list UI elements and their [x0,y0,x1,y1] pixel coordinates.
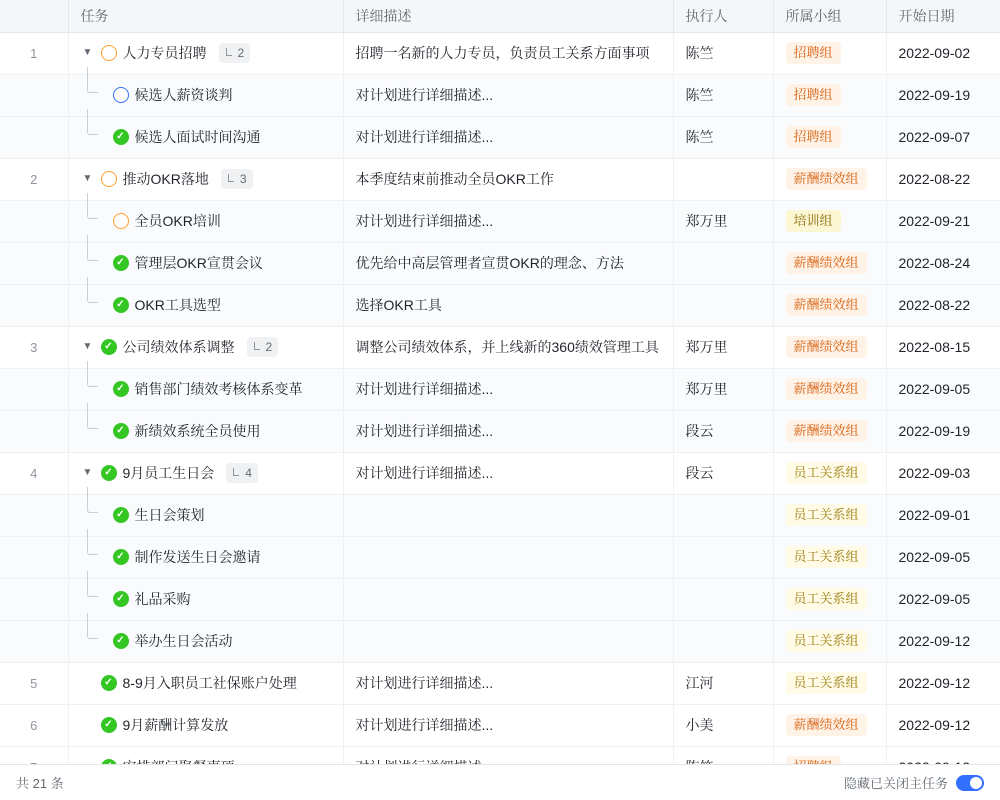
task-description[interactable]: 招聘一名新的人力专员，负责员工关系方面事项 [343,32,673,74]
task-cell[interactable] [68,704,343,746]
task-description[interactable]: 对计划进行详细描述... [343,116,673,158]
tree-elbow-line [87,277,98,303]
column-header-date[interactable]: 开始日期 [886,0,1000,32]
tree-elbow-line [87,193,98,219]
task-cell-content [81,453,331,494]
task-start-date[interactable]: 2022-09-02 [886,32,1000,74]
task-title: 候选人薪资谈判 [134,87,233,103]
task-cell-content [81,201,331,242]
task-title: 管理层OKR宣贯会议 [134,255,263,271]
task-description[interactable]: 选择OKR工具 [343,284,673,326]
task-cell-content [81,369,331,410]
subtask-count-badge[interactable] [221,169,253,189]
task-status-todo-icon[interactable] [113,87,129,103]
task-description[interactable] [343,536,673,578]
task-title: 销售部门绩效考核体系变革 [134,381,303,397]
table-footer [0,764,1000,800]
task-status-done-icon[interactable] [113,381,129,397]
table-header-row [0,0,1000,32]
group-tag: 员工关系组 [786,504,867,526]
task-description[interactable] [343,620,673,662]
column-header-task[interactable]: 任务 [68,0,343,32]
task-status-done-icon[interactable] [101,717,117,733]
table-header [0,0,1000,32]
task-description[interactable]: 对计划进行详细描述... [343,368,673,410]
task-owner[interactable]: 陈竺 [673,32,773,74]
subtask-branch-icon [225,48,235,58]
task-start-date[interactable]: 2022-09-03 [886,452,1000,494]
row-index [0,116,68,158]
task-description[interactable] [343,578,673,620]
group-tag: 员工关系组 [786,672,867,694]
task-start-date[interactable]: 2022-09-12 [886,662,1000,704]
row-index [0,578,68,620]
task-group-cell[interactable] [773,326,886,368]
tree-elbow-line [87,67,98,93]
group-tag: 薪酬绩效组 [786,168,867,190]
task-cell-content [81,327,331,368]
group-tag: 薪酬绩效组 [786,252,867,274]
expand-collapse-caret-icon[interactable]: ▼ [82,47,93,58]
task-owner[interactable]: 郑万里 [673,326,773,368]
task-owner[interactable]: 段云 [673,410,773,452]
task-cell[interactable] [68,368,343,410]
task-description[interactable]: 优先给中高层管理者宣贯OKR的理念、方法 [343,242,673,284]
row-index: 6 [0,704,68,746]
task-description[interactable]: 对计划进行详细描述... [343,200,673,242]
row-index [0,536,68,578]
task-start-date[interactable]: 2022-09-19 [886,410,1000,452]
group-tag: 薪酬绩效组 [786,336,867,358]
group-tag: 薪酬绩效组 [786,420,867,442]
task-start-date[interactable]: 2022-08-15 [886,326,1000,368]
task-cell[interactable] [68,662,343,704]
group-tag: 员工关系组 [786,630,867,652]
subtask-count-value: 4 [245,466,252,480]
subtask-branch-icon [253,342,263,352]
group-tag: 员工关系组 [786,546,867,568]
table-row[interactable] [0,284,1000,326]
task-owner[interactable] [673,242,773,284]
task-cell[interactable] [68,116,343,158]
table-body [0,32,1000,788]
task-title: 制作发送生日会邀请 [134,549,261,565]
task-cell-content [81,75,331,116]
task-title: 全员OKR培训 [134,213,221,229]
task-owner[interactable] [673,284,773,326]
task-cell-content [81,285,331,326]
column-header-index[interactable] [0,0,68,32]
task-cell-content [81,243,331,284]
task-description[interactable]: 对计划进行详细描述... [343,704,673,746]
group-tag: 薪酬绩效组 [786,378,867,400]
task-start-date[interactable]: 2022-09-05 [886,536,1000,578]
tree-elbow-line [87,403,98,429]
column-header-owner[interactable]: 执行人 [673,0,773,32]
table-row[interactable] [0,116,1000,158]
task-group-cell[interactable] [773,536,886,578]
task-group-cell[interactable] [773,452,886,494]
task-cell-content [81,159,331,200]
group-tag: 培训组 [786,210,841,232]
task-cell[interactable] [68,32,343,74]
subtask-count-badge[interactable] [219,43,251,63]
task-group-cell[interactable] [773,704,886,746]
task-group-cell[interactable] [773,494,886,536]
row-index: 1 [0,32,68,74]
task-status-progress-icon[interactable] [113,213,129,229]
task-group-cell[interactable] [773,200,886,242]
task-cell[interactable] [68,326,343,368]
task-group-cell[interactable] [773,158,886,200]
row-index [0,410,68,452]
task-owner[interactable] [673,158,773,200]
task-cell-content [81,537,331,578]
task-status-done-icon[interactable] [113,633,129,649]
task-status-progress-icon[interactable] [101,171,117,187]
expand-collapse-caret-icon[interactable]: ▼ [82,173,93,184]
table-row[interactable] [0,32,1000,74]
task-description[interactable]: 对计划进行详细描述... [343,410,673,452]
tree-elbow-line [87,487,98,513]
table-row[interactable] [0,536,1000,578]
subtask-branch-icon [227,174,237,184]
task-status-done-icon[interactable] [113,129,129,145]
task-cell[interactable] [68,200,343,242]
group-tag: 薪酬绩效组 [786,714,867,736]
task-owner[interactable]: 小美 [673,704,773,746]
task-owner[interactable]: 陈竺 [673,74,773,116]
task-start-date[interactable]: 2022-09-07 [886,116,1000,158]
task-title: 9月薪酬计算发放 [122,717,229,733]
task-cell-content [81,411,331,452]
task-title: 推动OKR落地 [122,171,209,187]
task-start-date[interactable]: 2022-09-05 [886,368,1000,410]
table-row[interactable] [0,620,1000,662]
task-group-cell[interactable] [773,620,886,662]
task-group-cell[interactable] [773,410,886,452]
task-owner[interactable] [673,494,773,536]
task-cell[interactable] [68,452,343,494]
row-index [0,200,68,242]
task-title: 生日会策划 [134,507,205,523]
row-index [0,494,68,536]
table-row[interactable] [0,494,1000,536]
task-group-cell[interactable] [773,74,886,116]
row-index [0,620,68,662]
task-cell[interactable] [68,158,343,200]
subtask-count-value: 2 [265,340,273,354]
task-status-done-icon[interactable] [113,591,129,607]
group-tag: 员工关系组 [786,588,867,610]
row-index [0,368,68,410]
task-cell[interactable] [68,284,343,326]
subtask-count-badge[interactable] [247,337,279,357]
task-title: 公司绩效体系调整 [122,339,235,355]
footer-right-controls [844,773,984,792]
column-header-desc[interactable]: 详细描述 [343,0,673,32]
table-row[interactable] [0,326,1000,368]
task-title: 8-9月入职员工社保账户处理 [122,675,297,691]
task-group-cell[interactable] [773,116,886,158]
tree-elbow-line [87,571,98,597]
task-cell-content [81,579,331,620]
task-description[interactable] [343,494,673,536]
task-owner[interactable]: 段云 [673,452,773,494]
tree-elbow-line [87,109,98,135]
task-status-done-icon[interactable] [113,507,129,523]
subtask-count-value: 3 [239,172,247,186]
expand-collapse-caret-icon[interactable]: ▼ [82,341,93,352]
row-index: 3 [0,326,68,368]
row-count-label: 共 21 条 [16,776,64,791]
task-owner[interactable] [673,620,773,662]
task-start-date[interactable]: 2022-08-22 [886,284,1000,326]
tree-indent-connector [81,621,107,662]
task-cell[interactable] [68,578,343,620]
tree-indent-connector [81,411,107,452]
task-start-date[interactable]: 2022-09-21 [886,200,1000,242]
task-title: 人力专员招聘 [122,45,207,61]
table-row[interactable] [0,242,1000,284]
task-cell-content [81,663,331,704]
row-index: 2 [0,158,68,200]
task-status-done-icon[interactable] [113,297,129,313]
table-row[interactable] [0,578,1000,620]
subtask-branch-icon [232,468,242,478]
hide-closed-tasks-toggle[interactable] [956,775,984,791]
table-row[interactable] [0,662,1000,704]
row-index: 5 [0,662,68,704]
task-title: 新绩效系统全员使用 [134,423,261,439]
task-status-done-icon[interactable] [113,255,129,271]
task-description[interactable]: 调整公司绩效体系，并上线新的360绩效管理工具 [343,326,673,368]
task-group-cell[interactable] [773,578,886,620]
task-cell[interactable] [68,74,343,116]
group-tag: 招聘组 [786,84,841,106]
task-title: 举办生日会活动 [134,633,233,649]
table-row[interactable] [0,158,1000,200]
tree-indent-connector [81,117,107,158]
subtask-count-value: 2 [237,46,245,60]
task-owner[interactable] [673,578,773,620]
hide-closed-tasks-label: 隐藏已关闭主任务 [843,776,948,791]
table-row[interactable] [0,200,1000,242]
task-group-cell[interactable] [773,242,886,284]
task-cell[interactable] [68,242,343,284]
group-tag: 招聘组 [786,126,841,148]
task-owner[interactable]: 郑万里 [673,200,773,242]
task-cell-content [81,495,331,536]
task-title: 9月员工生日会 [122,465,215,481]
tree-elbow-line [87,529,98,555]
task-status-done-icon[interactable] [113,549,129,565]
task-status-done-icon[interactable] [101,339,117,355]
table-row[interactable] [0,410,1000,452]
task-start-date[interactable]: 2022-08-22 [886,158,1000,200]
table-row[interactable] [0,704,1000,746]
task-group-cell[interactable] [773,662,886,704]
task-cell-content [81,621,331,662]
task-description[interactable]: 对计划进行详细描述... [343,452,673,494]
task-cell[interactable] [68,494,343,536]
task-start-date[interactable]: 2022-09-01 [886,494,1000,536]
row-index [0,74,68,116]
task-cell-content [81,33,331,74]
tree-indent-connector [81,285,107,326]
task-owner[interactable]: 陈竺 [673,116,773,158]
task-title: 候选人面试时间沟通 [134,129,261,145]
task-start-date[interactable]: 2022-09-05 [886,578,1000,620]
task-group-cell[interactable] [773,368,886,410]
tree-elbow-line [87,361,98,387]
column-header-group[interactable]: 所属小组 [773,0,886,32]
task-status-progress-icon[interactable] [101,45,117,61]
task-start-date[interactable]: 2022-09-12 [886,704,1000,746]
task-group-cell[interactable] [773,32,886,74]
task-title: 礼品采购 [134,591,191,607]
expand-collapse-caret-icon[interactable]: ▼ [82,467,93,478]
task-description[interactable]: 对计划进行详细描述... [343,662,673,704]
table-row[interactable] [0,74,1000,116]
task-status-done-icon[interactable] [101,675,117,691]
group-tag: 薪酬绩效组 [786,294,867,316]
row-index [0,284,68,326]
task-group-cell[interactable] [773,284,886,326]
task-status-done-icon[interactable] [101,465,117,481]
table-row[interactable] [0,452,1000,494]
task-title: OKR工具选型 [134,297,221,313]
task-cell[interactable] [68,620,343,662]
task-cell-content [81,705,331,746]
task-owner[interactable]: 江河 [673,662,773,704]
task-description[interactable]: 对计划进行详细描述... [343,74,673,116]
toggle-knob [970,777,982,789]
row-index: 4 [0,452,68,494]
group-tag: 招聘组 [786,42,841,64]
tree-elbow-line [87,613,98,639]
task-owner[interactable] [673,536,773,578]
row-index [0,242,68,284]
task-start-date[interactable]: 2022-09-12 [886,620,1000,662]
subtask-count-badge[interactable] [226,463,258,483]
task-status-done-icon[interactable] [113,423,129,439]
task-cell[interactable] [68,536,343,578]
task-owner[interactable]: 郑万里 [673,368,773,410]
table-row[interactable] [0,368,1000,410]
task-cell[interactable] [68,410,343,452]
task-description[interactable]: 本季度结束前推动全员OKR工作 [343,158,673,200]
task-cell-content [81,117,331,158]
task-start-date[interactable]: 2022-08-24 [886,242,1000,284]
task-start-date[interactable]: 2022-09-19 [886,74,1000,116]
group-tag: 员工关系组 [786,462,867,484]
tree-elbow-line [87,235,98,261]
